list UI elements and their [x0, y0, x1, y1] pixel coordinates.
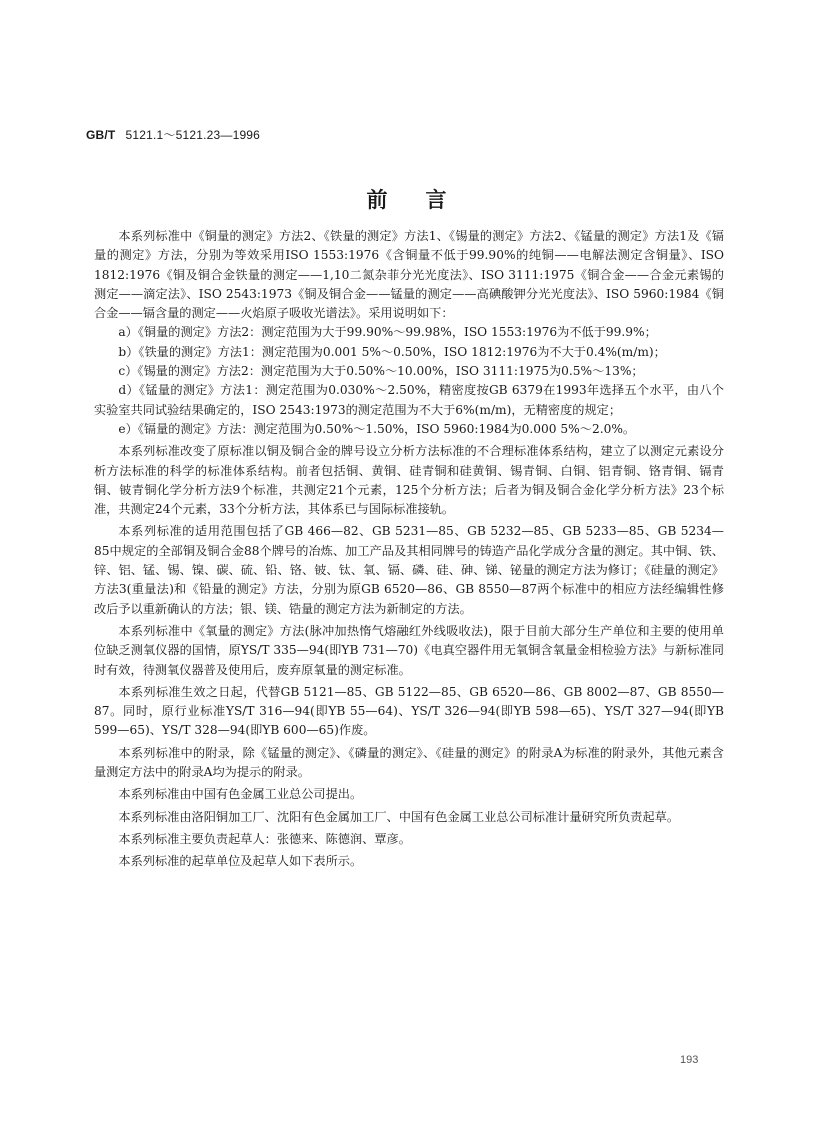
list-item-e: e）《镉量的测定》方法：测定范围为0.50%～1.50%，ISO 5960:1984为0.000 5%～2.0%。	[118, 421, 636, 436]
paragraph-scope: 本系列标准的适用范围包括了GB 466—82、GB 5231—85、GB 5232—85、GB 5233—85、GB 5234—85中规定的全部铜及铜合金88个牌号的冶炼、加工产品及其相同牌号的铸造产品化学成分含量的测定。其中铜、铁、锌、铝、锰、锡、镍、碳、硫、铅、铬、铍、钛、氧、镉、磷、硅、砷、锑、铋量的测定方法为修订；《硅量的测定》方法3(重量法)和《铅量的测定》方法，分别为原GB 6520—86、GB 8550—87两个标准中的相应方法经编辑性修改后予以重新确认的方法；银、镁、锆量的测定方法为新制定的方法。	[94, 524, 724, 616]
paragraph-table-note: 本系列标准的起草单位及起草人如下表所示。	[118, 854, 363, 869]
paragraph-oxygen: 本系列标准中《氧量的测定》方法(脉冲加热惰气熔融红外线吸收法)，限于目前大部分生产单位和主要的使用单位缺乏测氧仪器的国情，原YS/T 335—94(即YB 731—70)《电真空器件用无氧铜含氧量金相检验方法》与新标准同时有效，待测氧仪器普及使用后，废弃原氧量的测定标准。	[94, 623, 724, 677]
list-item-c: c）《锡量的测定》方法2：测定范围为大于0.50%～10.00%，ISO 3111:1975为0.5%～13%；	[118, 364, 644, 379]
standard-code: GB/T	[86, 128, 116, 142]
page-number: 193	[680, 1054, 699, 1066]
paragraph-proposer: 本系列标准由中国有色金属工业总公司提出。	[118, 787, 363, 802]
paragraph-structure: 本系列标准改变了原标准以铜及铜合金的牌号设立分析方法标准的不合理标准体系结构，建立了以测定元素设分析方法标准的科学的标准体系结构。前者包括铜、黄铜、硅青铜和硅黄铜、锡青铜、白铜、铝青铜、铬青铜、镉青铜、铍青铜化学分析方法9个标准，共测定21个元素，125个分析方法；后者为铜及铜合金化学分析方法》23个标准，共测定24个元素，33个分析方法，其体系已与国际标准接轨。	[94, 444, 724, 517]
standard-header	[86, 126, 260, 143]
paragraph-drafting-units: 本系列标准由洛阳铜加工厂、沈阳有色金属加工厂、中国有色金属工业总公司标准计量研究所负责起草。	[118, 809, 680, 824]
standard-number: 5121.1～5121.23—1996	[125, 128, 261, 142]
paragraph-drafters: 本系列标准主要负责起草人：张德来、陈德润、覃彦。	[118, 831, 411, 846]
page-title: 前言	[366, 188, 485, 212]
preface-body	[94, 227, 724, 872]
paragraph-replacement: 本系列标准生效之日起，代替GB 5121—85、GB 5122—85、GB 6520—86、GB 8002—87、GB 8550—87。同时，原行业标准YS/T 316—94(即YB 55—64)、YS/T 326—94(即YB 598—65)、YS/T 327—94(即YB 599—65)、YS/T 328—94(即YB 600—65)作废。	[94, 684, 724, 738]
paragraph-appendix: 本系列标准中的附录，除《锰量的测定》、《磷量的测定》、《硅量的测定》的附录A为标准的附录外，其他元素含量测定方法中的附录A均为提示的附录。	[94, 745, 724, 780]
list-item-a: a）《铜量的测定》方法2：测定范围为大于99.90%～99.98%，ISO 1553:1976为不低于99.9%；	[118, 325, 657, 340]
list-item-d: d）《锰量的测定》方法1：测定范围为0.030%～2.50%，精密度按GB 6379在1993年选择五个水平，由八个实验室共同试验结果确定的，ISO 2543:1973的测定范围为不大于6%(m/m)，无精密度的规定；	[94, 383, 724, 417]
list-item-b: b）《铁量的测定》方法1：测定范围为0.001 5%～0.50%，ISO 1812:1976为不大于0.4%(m/m)；	[118, 344, 666, 359]
paragraph-intro: 本系列标准中《铜量的测定》方法2、《铁量的测定》方法1、《锡量的测定》方法2、《锰量的测定》方法1及《镉量的测定》方法，分别为等效采用ISO 1553:1976《含铜量不低于99.90%的纯铜——电解法测定含铜量》、ISO 1812:1976《铜及铜合金铁量的测定——1,10二氮杂菲分光光度法》、ISO 3111:1975《铜合金——合金元素锡的测定——滴定法》、ISO 2543:1973《铜及铜合金——锰量的测定——高碘酸钾分光光度法》、ISO 5960:1984《铜合金——镉含量的测定——火焰原子吸收光谱法》。采用说明如下：	[94, 229, 724, 321]
